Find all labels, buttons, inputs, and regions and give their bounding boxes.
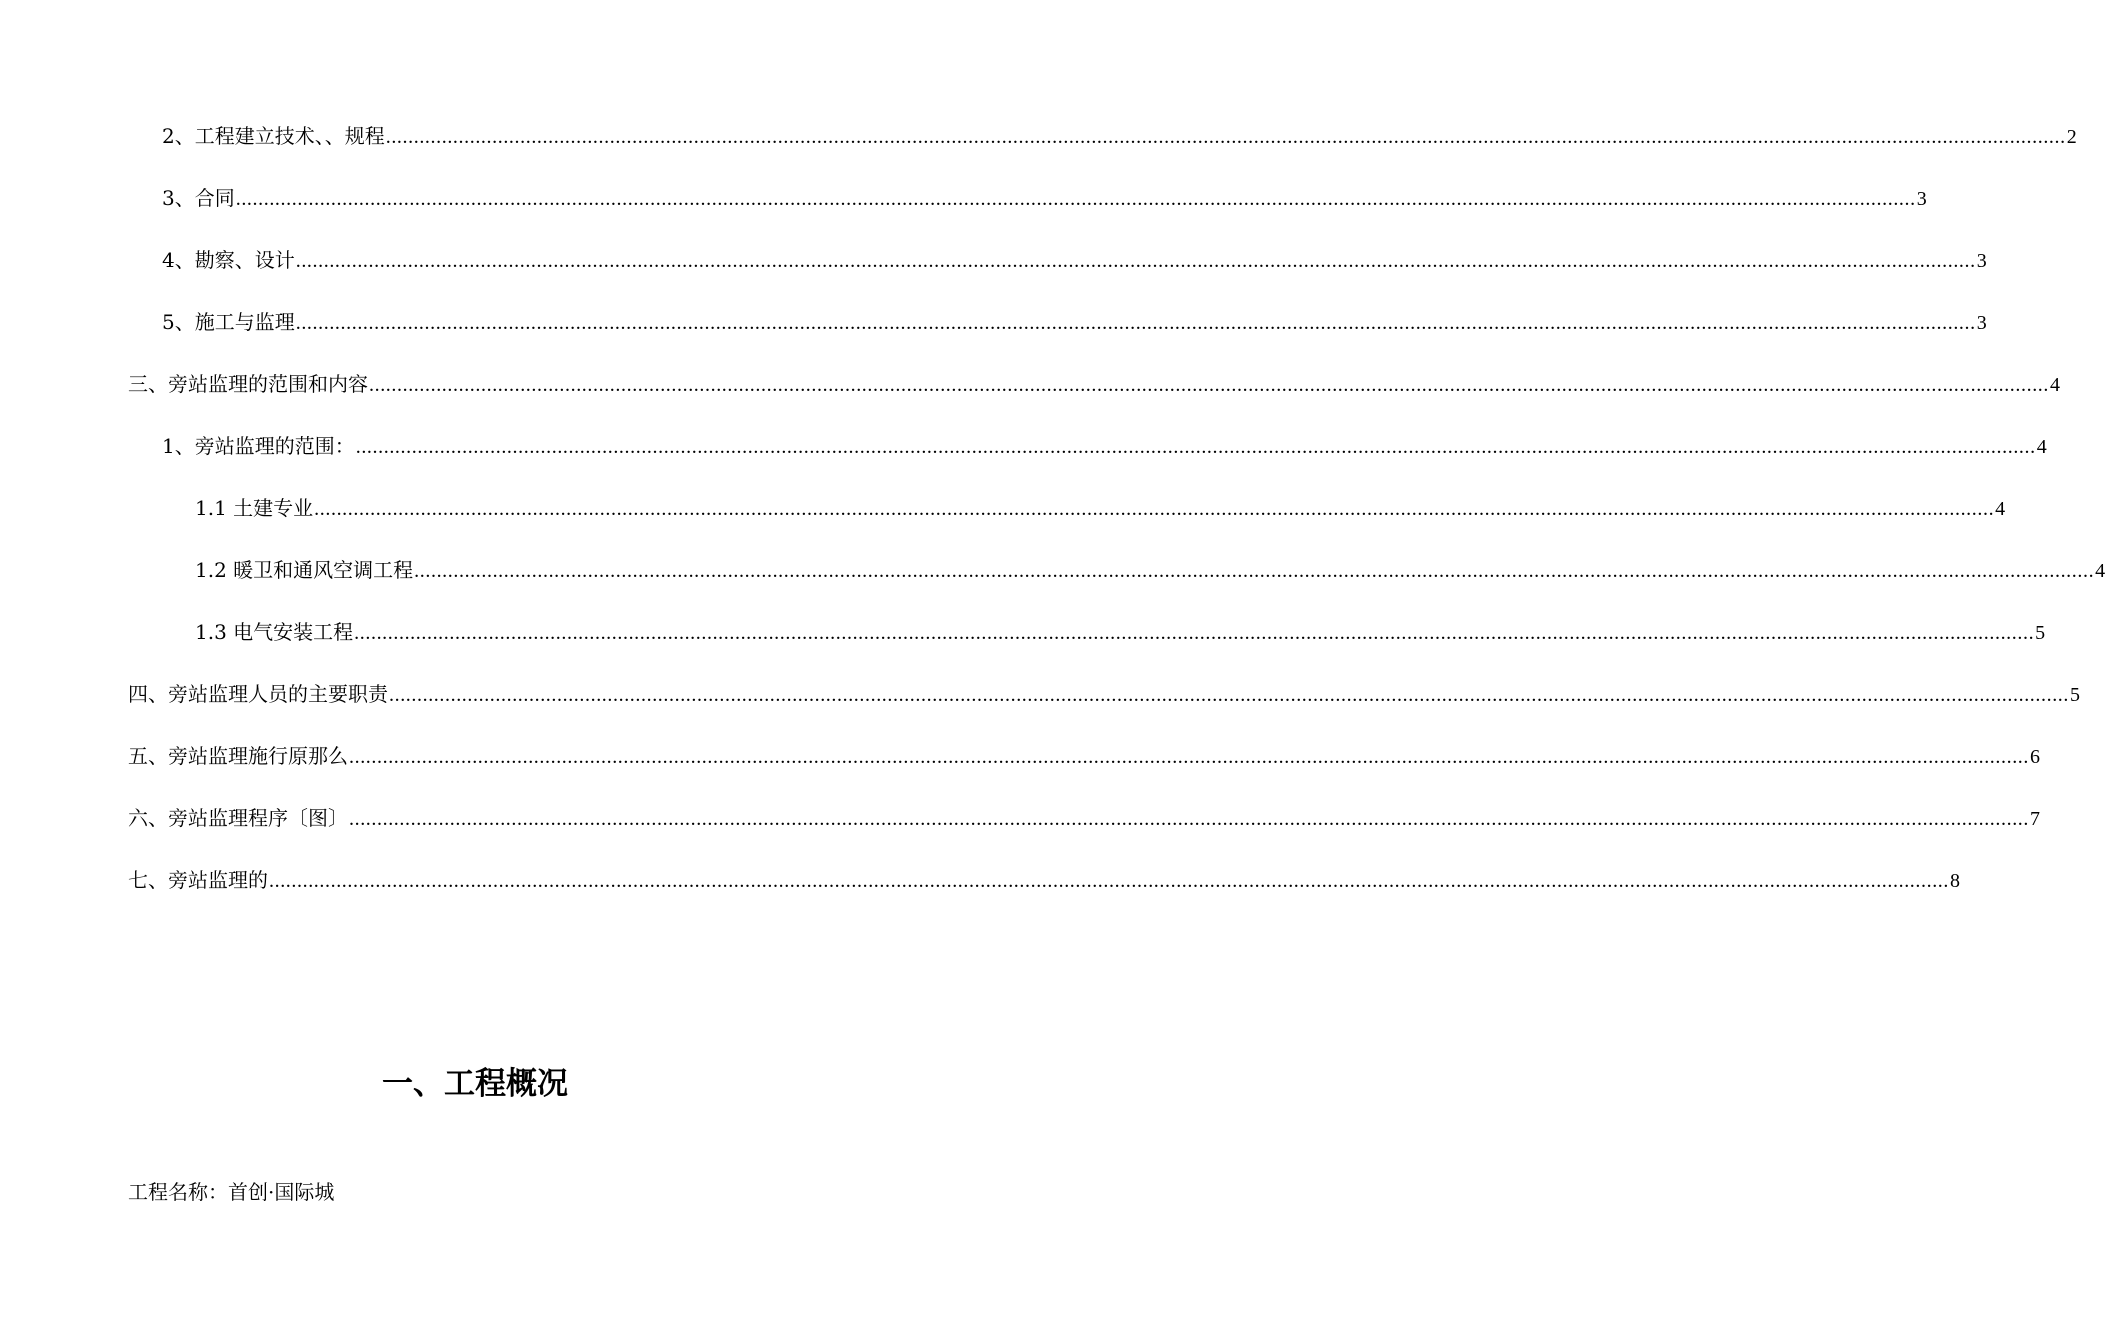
toc-leader-dots: ............................................................................................................................................................................................................................................................................................................	[314, 498, 1995, 520]
toc-entry-page: 2	[2066, 126, 2077, 148]
toc-leader-dots: ............................................................................................................................................................................................................................................................................................................	[295, 312, 1976, 334]
toc-leader-dots: ............................................................................................................................................................................................................................................................................................................	[385, 126, 2066, 148]
toc-entry-title: 1.1 土建专业	[195, 496, 314, 520]
toc-entry-page: 3	[1976, 312, 1987, 334]
toc-entry-title: 六、旁站监理程序〔图〕	[128, 806, 348, 830]
toc-entry-page: 3	[1916, 188, 1927, 210]
toc-entry-title: 4、勘察、设计	[162, 248, 295, 272]
toc-entry[interactable]	[195, 618, 2046, 646]
toc-leader-dots: ............................................................................................................................................................................................................................................................................................................	[355, 436, 2036, 458]
toc-leader-dots: ............................................................................................................................................................................................................................................................................................................	[369, 374, 2049, 396]
toc-entry[interactable]	[128, 680, 2080, 708]
toc-entry-page: 7	[2030, 808, 2040, 830]
project-name-line: 工程名称：首创·国际城	[128, 1180, 335, 1204]
toc-entry-title: 三、旁站监理的范围和内容	[128, 372, 368, 396]
toc-entry-title: 5、施工与监理	[162, 310, 295, 334]
toc-entry-page: 4	[2036, 436, 2047, 458]
toc-leader-dots: ............................................................................................................................................................................................................................................................................................................	[269, 870, 1949, 892]
toc-entry[interactable]	[195, 556, 2105, 584]
toc-entry-page: 5	[2070, 684, 2080, 706]
toc-entry-page: 6	[2030, 746, 2040, 768]
toc-entry[interactable]	[195, 494, 2006, 522]
toc-entry-title: 1、旁站监理的范围：	[162, 434, 355, 458]
toc-leader-dots: ............................................................................................................................................................................................................................................................................................................	[354, 622, 2035, 644]
toc-entry[interactable]	[128, 370, 2060, 398]
toc-entry-title: 五、旁站监理施行原那么	[128, 744, 348, 768]
toc-entry-title: 1.3 电气安装工程	[195, 620, 354, 644]
toc-entry-page: 4	[2095, 560, 2105, 582]
toc-leader-dots: ............................................................................................................................................................................................................................................................................................................	[349, 808, 2029, 830]
toc-leader-dots: ............................................................................................................................................................................................................................................................................................................	[414, 560, 2095, 582]
toc-entry-page: 5	[2035, 622, 2046, 644]
toc-entry[interactable]	[162, 432, 2047, 460]
toc-entry[interactable]	[128, 742, 2040, 770]
toc-leader-dots: ............................................................................................................................................................................................................................................................................................................	[235, 188, 1916, 210]
toc-entry-page: 4	[2050, 374, 2060, 396]
toc-entry-title: 四、旁站监理人员的主要职责	[128, 682, 388, 706]
toc-entry-page: 8	[1950, 870, 1960, 892]
toc-entry-page: 4	[1995, 498, 2006, 520]
toc-entry[interactable]	[162, 246, 1987, 274]
toc-leader-dots: ............................................................................................................................................................................................................................................................................................................	[389, 684, 2069, 706]
toc-leader-dots: ............................................................................................................................................................................................................................................................................................................	[295, 250, 1976, 272]
toc-entry[interactable]	[162, 122, 2077, 150]
toc-entry[interactable]	[128, 866, 1960, 894]
section-heading: 一、工程概况	[382, 1066, 568, 1102]
toc-entry[interactable]	[162, 308, 1987, 336]
toc-entry-title: 3、合同	[162, 186, 235, 210]
toc-entry-title: 2、工程建立技术、、规程	[162, 124, 385, 148]
toc-entry[interactable]	[128, 804, 2040, 832]
toc-entry-page: 3	[1976, 250, 1987, 272]
toc-leader-dots: ............................................................................................................................................................................................................................................................................................................	[349, 746, 2029, 768]
toc-entry-title: 1.2 暖卫和通风空调工程	[195, 558, 414, 582]
toc-entry[interactable]	[162, 184, 1927, 212]
toc-entry-title: 七、旁站监理的	[128, 868, 268, 892]
